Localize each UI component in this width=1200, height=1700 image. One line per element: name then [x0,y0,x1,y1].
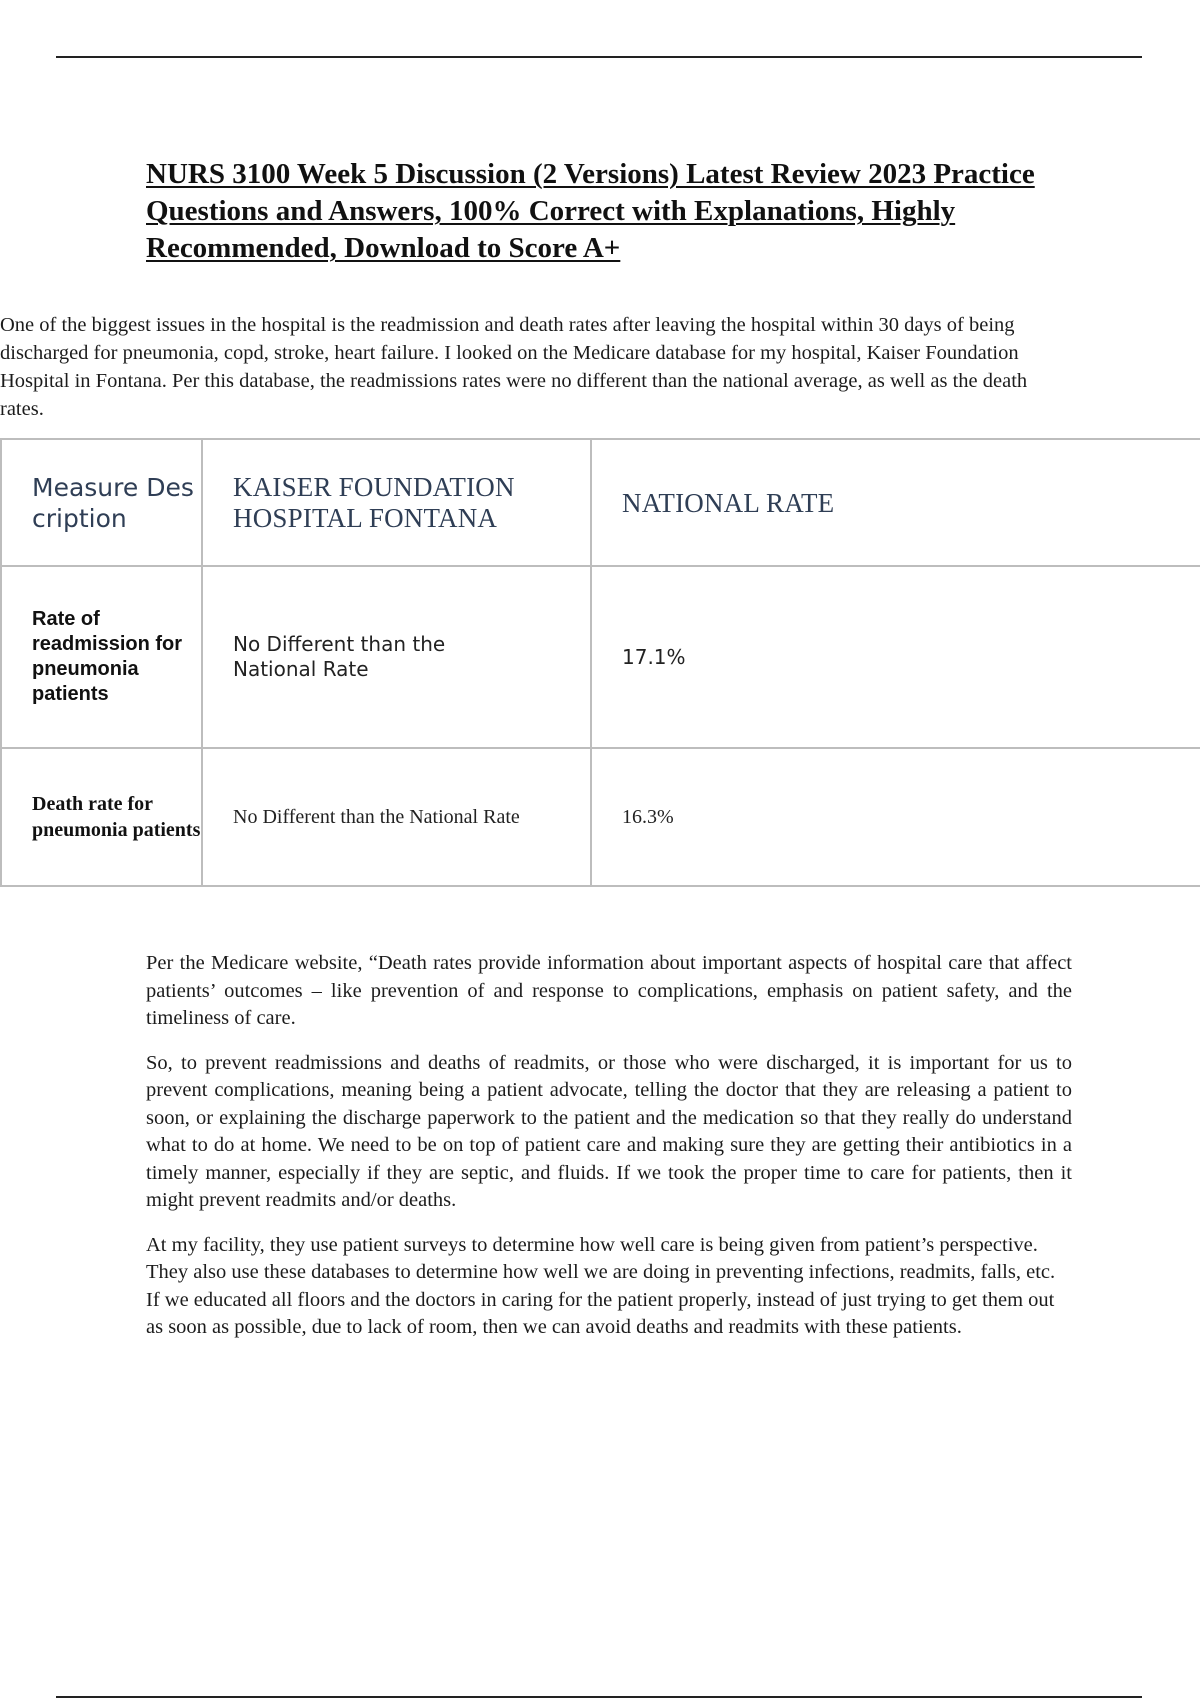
table-header-row [1,439,1200,566]
header-hospital-label: KAISER FOUNDATION HOSPITAL FONTANA [233,471,515,533]
measure-label: Death rate for pneumonia patients [32,793,201,841]
measure-label: Rate of readmission for pneumonia patients [32,608,183,705]
national-cell [591,566,1200,748]
national-value: 17.1% [622,644,686,669]
table-row [1,566,1200,748]
hospital-cell [202,566,591,748]
document-title: NURS 3100 Week 5 Discussion (2 Versions) Latest Review 2023 Practice Questions and Answers, 100% Correct with Explanations, Highly Recommended, Download to Score A+ [146,158,1035,264]
hospital-value: No Different than the National Rate [233,632,446,681]
body-paragraph-1: Per the Medicare website, “Death rates provide information about important aspects of hospital care that affect patients’ outcomes – like prevention of and response to complications, emphasis on patient safety, and the timeliness of care. [146,952,1072,1029]
national-cell [591,748,1200,886]
body-paragraph-2: So, to prevent readmissions and deaths of readmits, or those who were discharged, it is important for us to prevent complications, meaning being a patient advocate, telling the doctor that they are releasing a patient to soon, or explaining the discharge paperwork to the patient and the medication so that they really do understand what to do at home. We need to be on top of patient care and making sure they are getting their antibiotics in a timely manner, especially if they are septic, and fluids. If we took the proper time to care for patients, then it might prevent readmits and/or deaths. [146,1051,1072,1211]
measure-cell [1,566,202,748]
footer-rule [56,1696,1142,1698]
header-cell-national [591,439,1200,566]
header-cell-hospital [202,439,591,566]
hospital-value: No Different than the National Rate [233,806,520,828]
measure-cell [1,748,202,886]
hospital-cell [202,748,591,886]
national-value: 16.3% [622,806,674,828]
body-text [146,950,1072,1359]
header-national-label: NATIONAL RATE [622,488,835,518]
measures-table [0,438,1200,887]
table-row [1,748,1200,886]
body-paragraph-3: At my facility, they use patient surveys to determine how well care is being given from patient’s perspective. They also use these databases to determine how well we are doing in preventing infections, readmits, falls, etc. If we educated all floors and the doctors in caring for the patient properly, instead of just trying to get them out as soon as possible, due to lack of room, then we can avoid deaths and readmits with these patients. [146,1233,1056,1338]
header-measure-label: Measure Description [32,472,194,533]
header-cell-measure [1,439,202,566]
header-rule [56,56,1142,58]
intro-paragraph: One of the biggest issues in the hospital is the readmission and death rates after leaving the hospital within 30 days of being discharged for pneumonia, copd, stroke, heart failure. I looked on the Medicare database for my hospital, Kaiser Foundation Hospital in Fontana. Per this database, the readmissions rates were no different than the national average, as well as the death rates. [0,314,1028,420]
